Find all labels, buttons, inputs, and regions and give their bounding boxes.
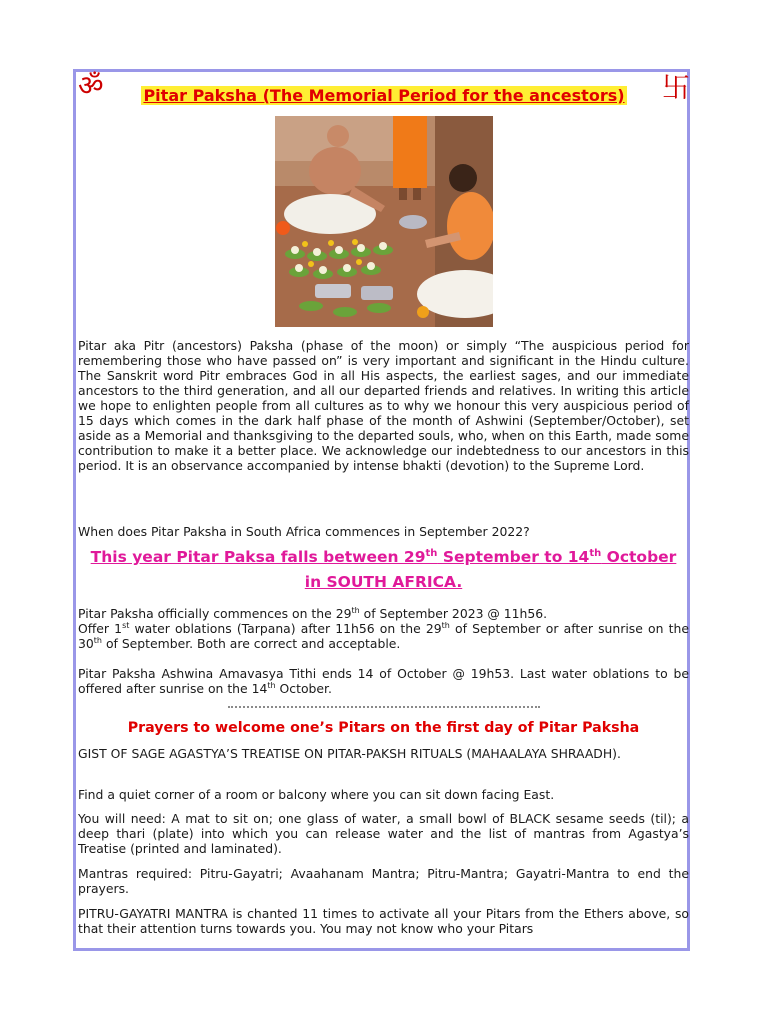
corner-paragraph: Find a quiet corner of a room or balcony where you can sit down facing East. bbox=[78, 787, 555, 802]
highlight-sup: th bbox=[589, 548, 602, 559]
ends-sup: th bbox=[267, 680, 276, 690]
highlight-sup: th bbox=[425, 548, 438, 559]
commence-sup: th bbox=[351, 605, 360, 615]
page-title bbox=[0, 86, 768, 105]
commence-text: water oblations (Tarpana) after 11h56 on the 29 bbox=[129, 621, 442, 636]
commence-text: Pitar Paksha officially commences on the 29 bbox=[78, 606, 352, 621]
question-text: When does Pitar Paksha in South Africa commences in September 2022? bbox=[78, 524, 530, 539]
dotted-divider bbox=[228, 706, 540, 708]
commence-text: of September. Both are correct and acceptable. bbox=[102, 636, 401, 651]
pitru-paragraph: PITRU-GAYATRI MANTRA is chanted 11 times to activate all your Pitars from the Ethers above, so that their attention turns towards you. You may not know who your Pitars bbox=[78, 906, 689, 936]
ends-text: October. bbox=[275, 681, 332, 696]
commence-text: of September 2023 @ 11h56. bbox=[359, 606, 548, 621]
intro-paragraph: Pitar aka Pitr (ancestors) Paksha (phase of the moon) or simply “The auspicious period for remembering those who have passed on” is very important and significant in the Hindu culture. The Sanskrit word Pitr embraces God in all His aspects, the earliest sages, and our immediate ancestors to the third generation, and all our departed friends and relatives. In writing this article we hope to enlighten people from all cultures as to why we honour this very auspicious period of 15 days which comes in the dark half phase of the month of Ashwini (September/October), set aside as a Memorial and thanksgiving to the departed souls, who, when on this Earth, made some contribution to make it a better place. We acknowledge our indebtedness to our ancestors in this period. It is an observance accompanied by intense bhakti (devotion) to the Supreme Lord. bbox=[78, 338, 689, 473]
om-icon: ॐ bbox=[78, 69, 104, 102]
ends-text: Pitar Paksha Ashwina Amavasya Tithi ends 14 of October @ 19h53. Last water oblations to be offered after sunrise on the 14 bbox=[78, 666, 689, 696]
commence-text: Offer 1 bbox=[78, 621, 123, 636]
highlight-text: October bbox=[601, 548, 677, 567]
commence-sup: st bbox=[122, 620, 130, 630]
page-title-text: Pitar Paksha (The Memorial Period for the ancestors) bbox=[143, 86, 625, 105]
mantras-paragraph: Mantras required: Pitru-Gayatri; Avaahanam Mantra; Pitru-Mantra; Gayatri-Mantra to end the prayers. bbox=[78, 866, 689, 896]
ritual-photo bbox=[275, 116, 493, 327]
highlight-line-2: in SOUTH AFRICA. bbox=[304, 573, 463, 591]
commence-text: of September or after sunrise on the 30 bbox=[78, 621, 689, 651]
prayers-heading: Prayers to welcome one’s Pitars on the first day of Pitar Paksha bbox=[127, 720, 640, 736]
highlight-text: September to 14 bbox=[437, 548, 590, 567]
highlight-text: This year Pitar Paksa falls between 29 bbox=[90, 548, 426, 567]
commence-paragraph bbox=[78, 606, 689, 651]
need-paragraph: You will need: A mat to sit on; one glass of water, a small bowl of BLACK sesame seeds (til); a deep thari (plate) into which you can release water and the list of mantras from Agastya’s Treatise (printed and laminated). bbox=[78, 811, 689, 856]
highlight-line-1 bbox=[78, 548, 689, 566]
ends-paragraph bbox=[78, 666, 689, 696]
commence-sup: th bbox=[93, 635, 102, 645]
commence-sup: th bbox=[441, 620, 450, 630]
swastika-icon: 卐 bbox=[662, 71, 691, 104]
gist-paragraph: GIST OF SAGE AGASTYA’S TREATISE ON PITAR-PAKSH RITUALS (MAHAALAYA SHRAADH). bbox=[78, 746, 621, 761]
